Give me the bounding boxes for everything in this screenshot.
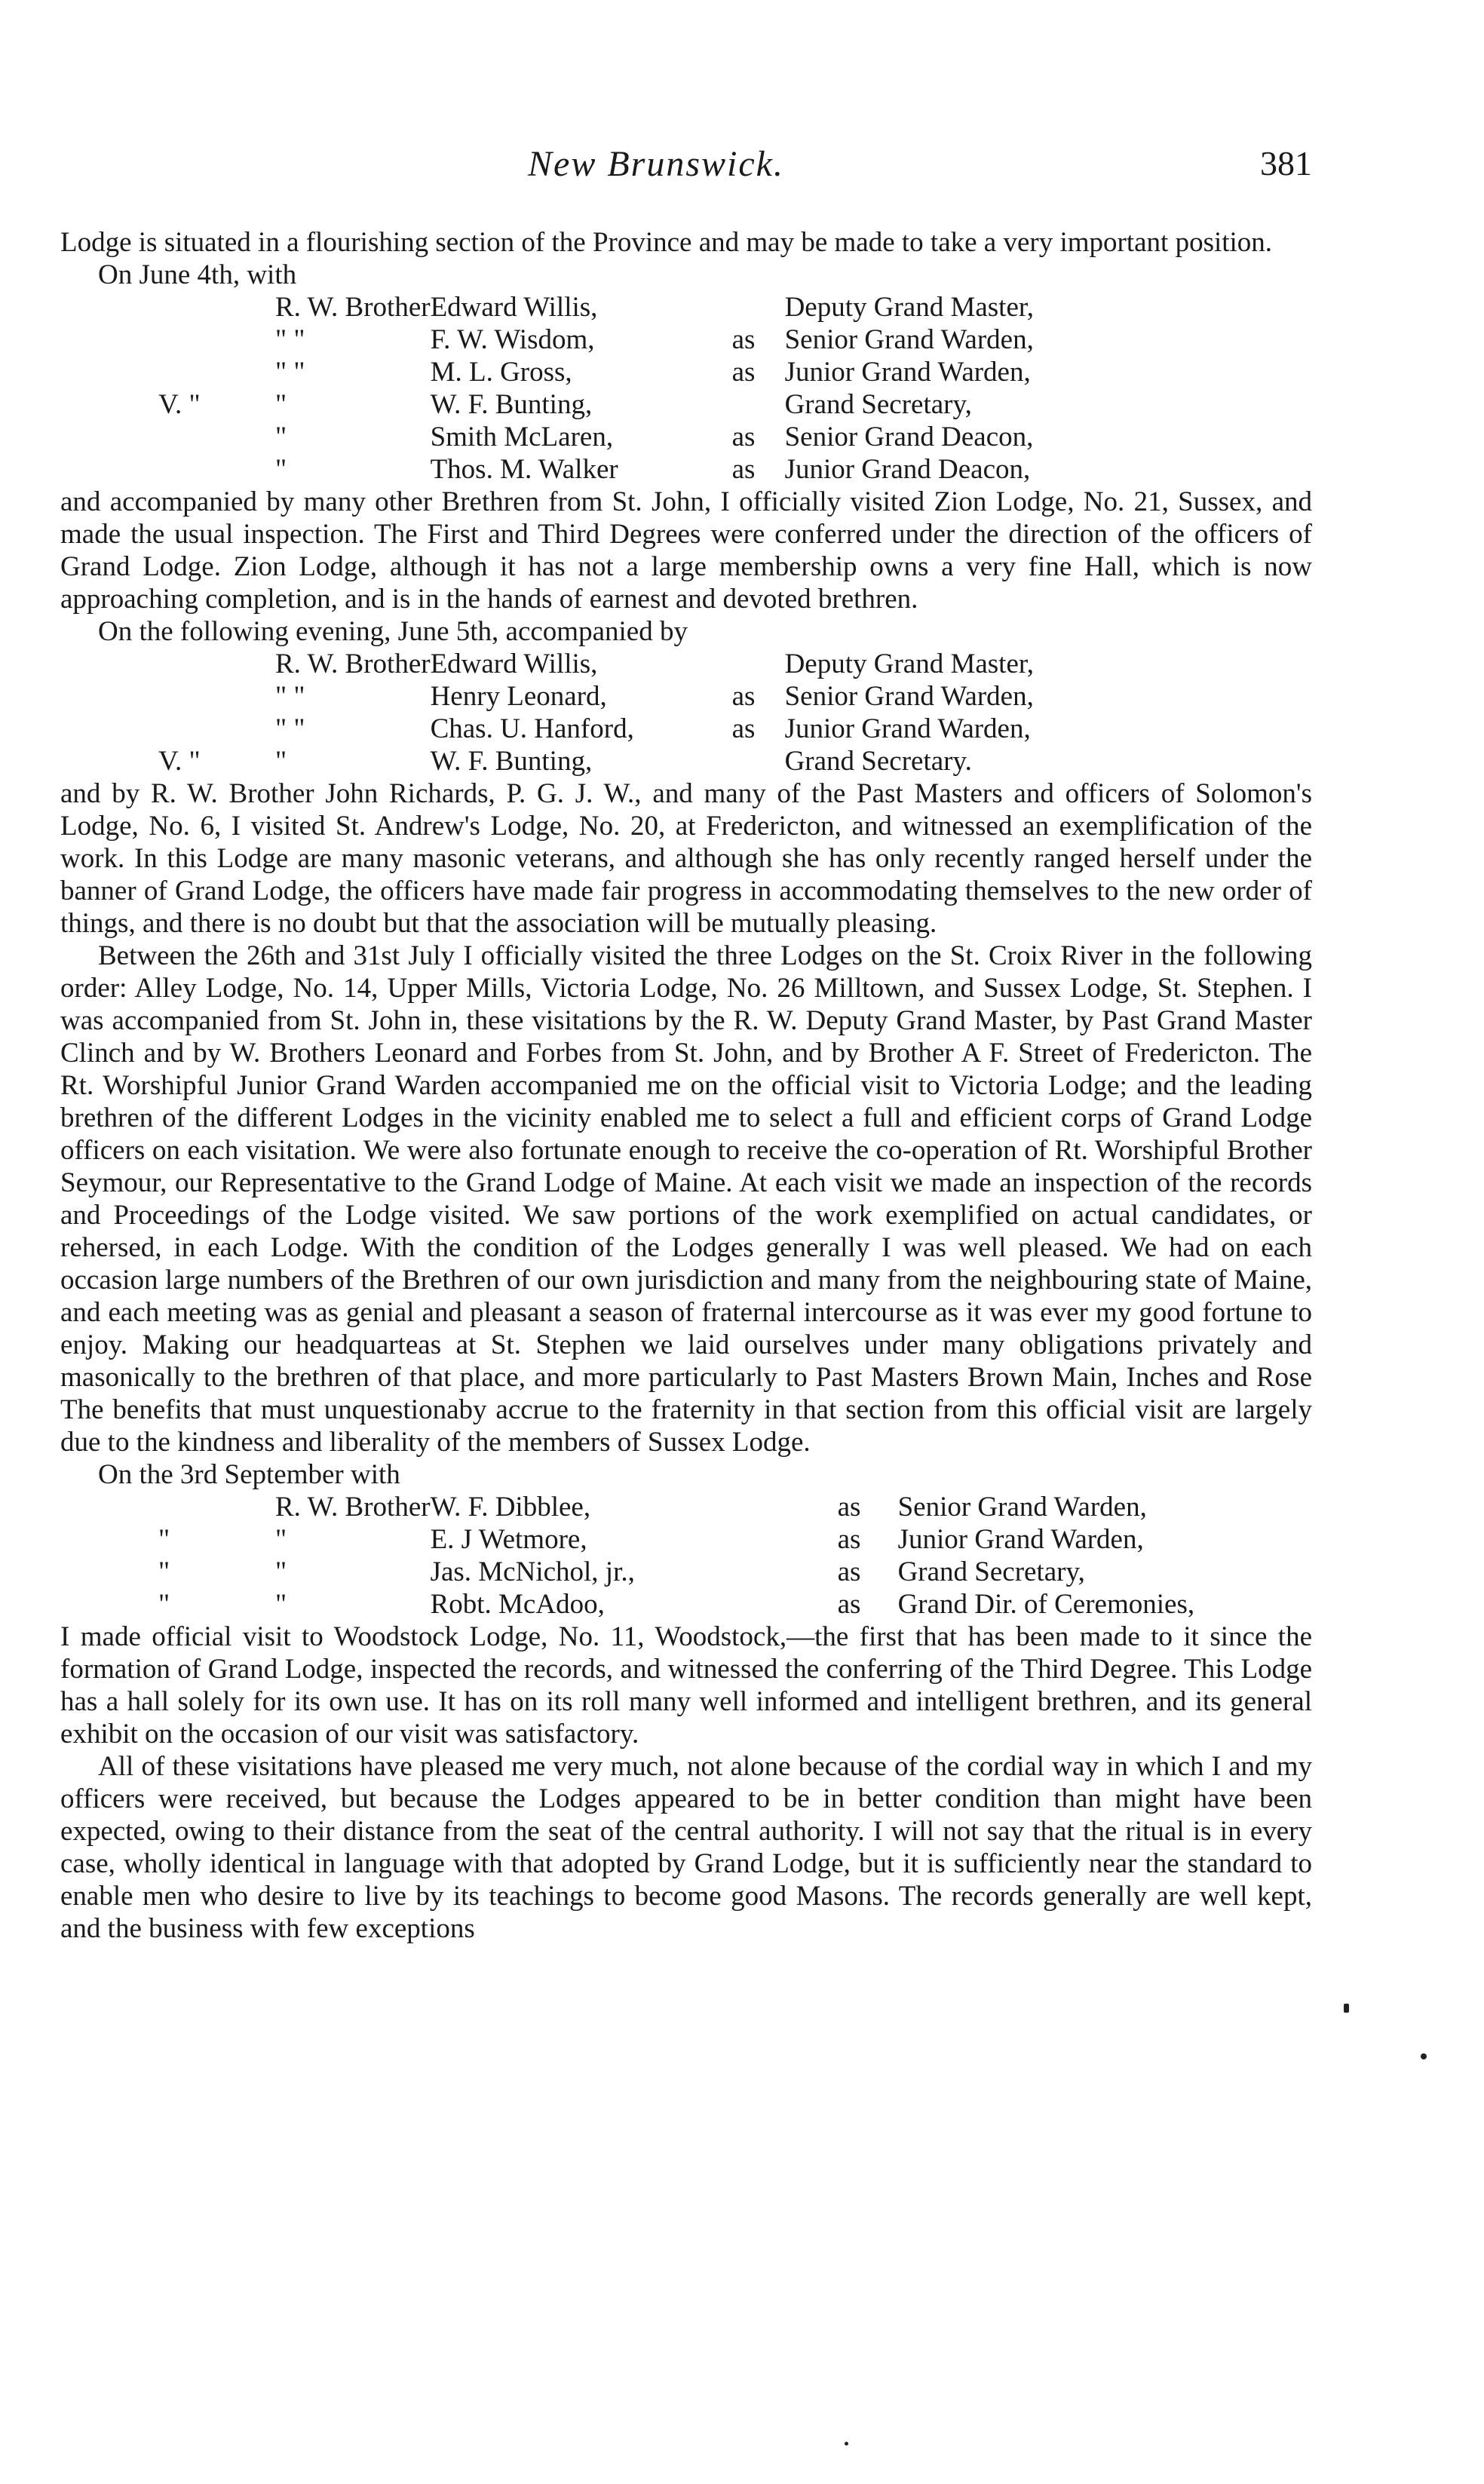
ink-spot (1344, 2004, 1349, 2013)
officer-as: as (731, 713, 756, 744)
officer-office: Deputy Grand Master, (784, 649, 1034, 679)
officer-row (158, 713, 1034, 745)
officer-prefix (158, 421, 275, 453)
officer-title: " (275, 746, 287, 777)
officer-as: as (837, 1492, 861, 1523)
officer-prefix: " (158, 1524, 170, 1555)
officer-name: Henry Leonard, (430, 681, 607, 712)
officer-prefix: " (158, 1589, 170, 1620)
body-text (60, 226, 1312, 1945)
officer-row (158, 648, 1034, 680)
officer-name: Thos. M. Walker (430, 454, 618, 485)
officer-title: " " (275, 713, 305, 744)
officer-title: " " (275, 324, 305, 355)
officer-name: Edward Willis, (430, 292, 598, 323)
officer-prefix (158, 1491, 275, 1523)
paragraph: and by R. W. Brother John Richards, P. G. J. W., and many of the Past Masters and officers of Solomon's Lodge, No. 6, I visited St. Andrew's Lodge, No. 20, at Fredericton, and witnessed an exemplification of the work. In this Lodge are many masonic veterans, and although she has only recently ranged herself under the banner of Grand Lodge, the officers have made fair progress in accommodating themselves to the new order of things, and there is no doubt but that the association will be mutually pleasing. (60, 778, 1312, 939)
officer-row (158, 1523, 1194, 1556)
officer-office: Senior Grand Warden, (897, 1492, 1147, 1523)
paragraph: Between the 26th and 31st July I officially visited the three Lodges on the St. Croix River in the following order: Alley Lodge, No. 14, Upper Mills, Victoria Lodge, No. 26 Milltown, and Sussex Lodge, St. Stephen. I was accompanied from St. John in, these visitations by the R. W. Deputy Grand Master, by Past Grand Master Clinch and by W. Brothers Leonard and Forbes from St. John, and by Brother A F. Street of Fredericton. The Rt. Worshipful Junior Grand Warden accompanied me on the official visit to Victoria Lodge; and the leading brethren of the different Lodges in the vicinity enabled me to select a full and efficient corps of Grand Lodge officers on each visitation. We were also fortunate enough to receive the co-operation of Rt. Worshipful Brother Seymour, our Representative to the Grand Lodge of Maine. At each visit we made an inspection of the records and Proceedings of the Lodge visited. We saw portions of the work exemplified on actual candidates, or rehersed, in each Lodge. With the condition of the Lodges generally I was well pleased. We had on each occasion large numbers of the Brethren of our own jurisdiction and many from the neighbouring state of Maine, and each meeting was as genial and pleasant a season of fraternal intercourse as it was ever my good fortune to enjoy. Making our headquarteas at St. Stephen we laid ourselves under many obligations privately and masonically to the brethren of that place, and more particularly to Past Masters Brown Main, Inches and Rose The benefits that must unquestionaby accrue to the fraternity in that section from this official visit are largely due to the kindness and liberality of the members of Sussex Lodge. (60, 940, 1312, 1458)
officer-row (158, 388, 1034, 421)
officer-prefix: V. " (158, 389, 201, 420)
officer-as (732, 745, 785, 777)
officer-row (158, 291, 1034, 324)
officer-title: " (275, 422, 287, 452)
document-page (60, 0, 1312, 2484)
officer-as: as (731, 357, 756, 388)
paragraph: All of these visitations have pleased me very much, not alone because of the cordial way in which I and my officers were received, but because the Lodges appeared to be in better condition than might have been expected, owing to their distance from the seat of the central authority. I will not say that the ritual is in every case, wholly identical in language with that adopted by Grand Lodge, but it is sufficiently near the standard to enable men who desire to live by its teachings to become good Masons. The records generally are well kept, and the business with few exceptions (60, 1751, 1312, 1944)
officer-list (158, 1491, 1194, 1621)
officer-row (158, 680, 1034, 713)
visit-lead: On June 4th, with (98, 259, 297, 290)
officer-as (732, 388, 785, 421)
officer-row (158, 324, 1034, 356)
officer-prefix (158, 680, 275, 713)
officer-prefix (158, 648, 275, 680)
ink-spot (845, 2442, 848, 2446)
officer-office: Junior Grand Warden, (897, 1524, 1144, 1555)
officer-office: Senior Grand Warden, (784, 681, 1034, 712)
officer-title: " (275, 1589, 287, 1620)
officer-office: Grand Secretary, (784, 389, 972, 420)
officer-name: Jas. McNichol, jr., (430, 1556, 635, 1587)
page-header (60, 143, 1312, 189)
officer-as (732, 291, 785, 324)
officer-title: R. W. Brother (275, 292, 431, 323)
officer-prefix (158, 713, 275, 745)
officer-office: Deputy Grand Master, (784, 292, 1034, 323)
running-title: New Brunswick. (528, 144, 784, 184)
paragraph: and accompanied by many other Brethren from St. John, I officially visited Zion Lodge, No. 21, Sussex, and made the usual inspection. The First and Third Degrees were conferred under the direction of the officers of Grand Lodge. Zion Lodge, although it has not a large membership owns a very fine Hall, which is now approaching completion, and is in the hands of earnest and devoted brethren. (60, 486, 1312, 615)
officer-title: " (275, 389, 287, 420)
officer-office: Junior Grand Warden, (784, 713, 1031, 744)
officer-title: " (275, 1556, 287, 1587)
officer-prefix (158, 324, 275, 356)
officer-office: Junior Grand Deacon, (784, 454, 1031, 485)
officer-as: as (731, 324, 756, 355)
officer-name: Chas. U. Hanford, (430, 713, 634, 744)
officer-title: " " (275, 357, 305, 388)
officer-as: as (731, 454, 756, 485)
officer-office: Grand Dir. of Ceremonies, (897, 1589, 1195, 1620)
officer-office: Senior Grand Warden, (784, 324, 1034, 355)
visit-lead: On the following evening, June 5th, accompanied by (98, 616, 688, 647)
officer-row (158, 421, 1034, 453)
page-number: 381 (1260, 144, 1312, 182)
officer-office: Junior Grand Warden, (784, 357, 1031, 388)
officer-as: as (731, 681, 756, 712)
officer-row (158, 1588, 1194, 1621)
officer-office: Grand Secretary, (897, 1556, 1085, 1587)
officer-as: as (837, 1556, 861, 1587)
officer-row (158, 745, 1034, 777)
officer-title: R. W. Brother (275, 1492, 431, 1523)
ink-spot (1421, 2053, 1427, 2059)
officer-name: W. F. Bunting, (430, 389, 593, 420)
officer-prefix (158, 453, 275, 486)
officer-row (158, 1556, 1194, 1588)
officer-name: M. L. Gross, (430, 357, 572, 388)
officer-row (158, 453, 1034, 486)
officer-name: Edward Willis, (430, 649, 598, 679)
officer-list (158, 648, 1034, 777)
officer-office: Grand Secretary. (784, 746, 972, 777)
paragraph: I made official visit to Woodstock Lodge, No. 11, Woodstock,—the first that has been made to it since the formation of Grand Lodge, inspected the records, and witnessed the conferring of the Third Degree. This Lodge has a hall solely for its own use. It has on its roll many well informed and intelligent brethren, and its general exhibit on the occasion of our visit was satisfactory. (60, 1621, 1312, 1750)
officer-name: E. J Wetmore, (430, 1524, 587, 1555)
officer-title: " (275, 454, 287, 485)
officer-as: as (731, 422, 756, 452)
officer-name: Smith McLaren, (430, 422, 614, 452)
officer-name: F. W. Wisdom, (430, 324, 595, 355)
officer-name: Robt. McAdoo, (430, 1589, 605, 1620)
officer-row (158, 356, 1034, 388)
officer-as: as (837, 1589, 861, 1620)
officer-name: W. F. Dibblee, (430, 1492, 591, 1523)
officer-row (158, 1491, 1194, 1523)
officer-name: W. F. Bunting, (430, 746, 593, 777)
officer-prefix: " (158, 1556, 170, 1587)
officer-office: Senior Grand Deacon, (784, 422, 1034, 452)
officer-as (732, 648, 785, 680)
officer-prefix (158, 356, 275, 388)
visit-lead: On the 3rd September with (98, 1459, 400, 1490)
officer-title: R. W. Brother (275, 649, 431, 679)
paragraph: Lodge is situated in a flourishing section of the Province and may be made to take a very important position. (60, 227, 1273, 258)
officer-title: " " (275, 681, 305, 712)
officer-prefix: V. " (158, 746, 201, 777)
officer-title: " (275, 1524, 287, 1555)
officer-prefix (158, 291, 275, 324)
officer-as: as (837, 1524, 861, 1555)
officer-list (158, 291, 1034, 486)
